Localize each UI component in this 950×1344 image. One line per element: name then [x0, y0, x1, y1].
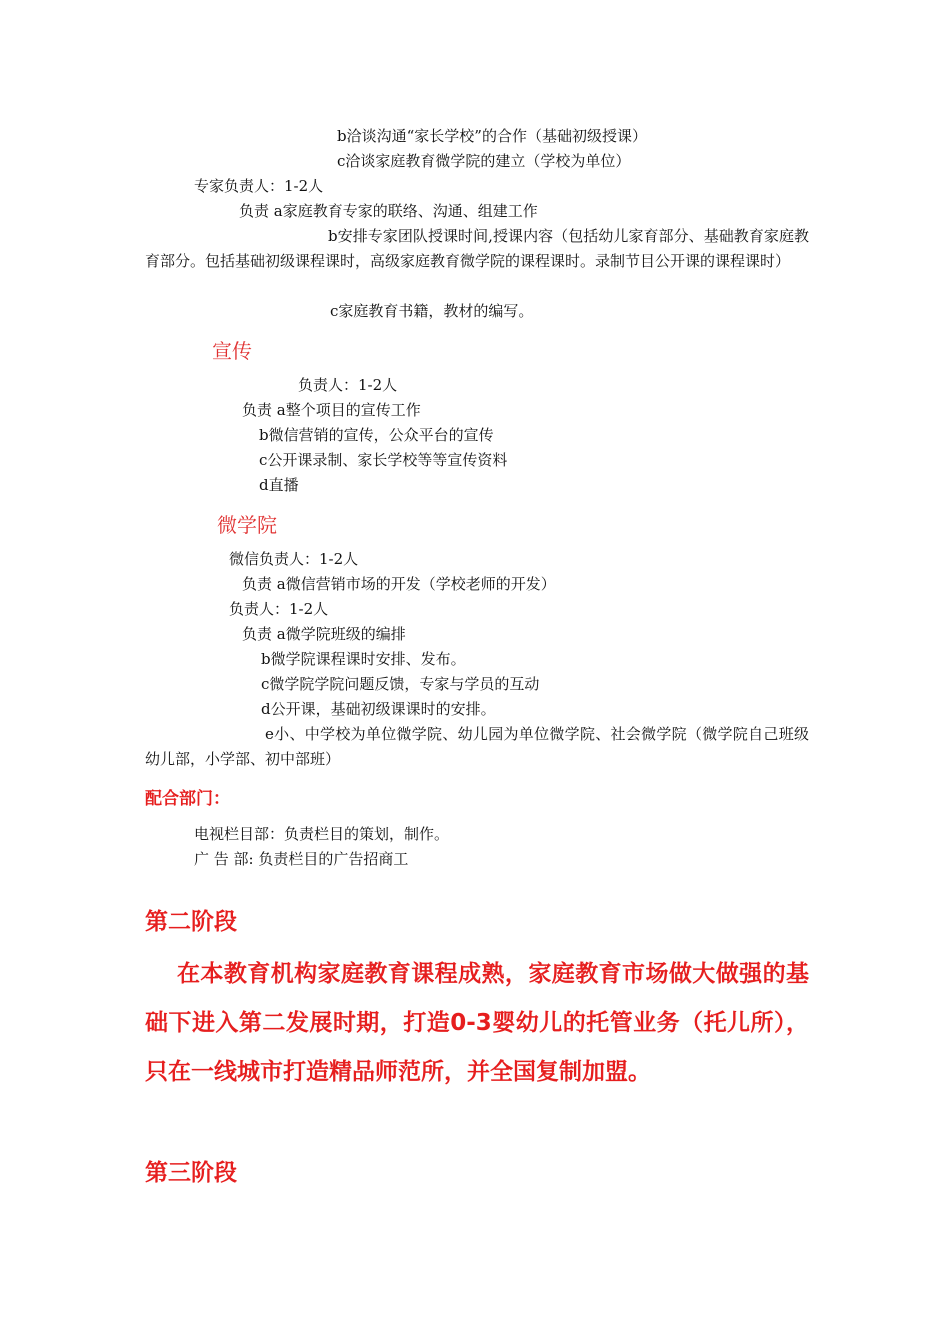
text-line: c微学院学院问题反馈，专家与学员的互动 [261, 675, 540, 693]
text-line: d直播 [259, 476, 299, 494]
text-line: b微信营销的宣传，公众平台的宣传 [259, 426, 494, 444]
text-line: c家庭教育书籍，教材的编写。 [330, 302, 534, 320]
text-line: 负责 a整个项目的宣传工作 [242, 401, 421, 419]
stage2-body: 在本教育机构家庭教育课程成熟，家庭教育市场做大做强的基础下进入第二发展时期，打造0-3婴幼儿的托管业务（托儿所），只在一线城市打造精品师范所，并全国复制加盟。 [145, 961, 809, 1085]
text-line: c公开课录制、家长学校等等宣传资料 [259, 451, 508, 469]
text-line: 电视栏目部：负责栏目的策划，制作。 [194, 825, 450, 843]
text-line: c洽谈家庭教育微学院的建立（学校为单位） [337, 152, 631, 170]
text-line: b微学院课程课时安排、发布。 [261, 650, 466, 668]
section-heading-stage2: 第二阶段 [145, 909, 237, 935]
text-line: 专家负责人：1-2人 [194, 177, 324, 195]
text-line: b洽谈沟通“家长学校”的合作（基础初级授课） [337, 127, 647, 145]
section-heading-stage3: 第三阶段 [145, 1160, 237, 1186]
text-line: 负责 a微信营销市场的开发（学校老师的开发） [242, 575, 556, 593]
text-line: 负责 a微学院班级的编排 [242, 625, 406, 643]
text-line: 微信负责人：1-2人 [229, 550, 359, 568]
text-line: 负责 a家庭教育专家的联络、沟通、组建工作 [239, 202, 538, 220]
section-heading-academy: 微学院 [217, 513, 277, 537]
text-line: 负责人：1-2人 [229, 600, 329, 618]
text-paragraph: e小、中学校为单位微学院、幼儿园为单位微学院、社会微学院（微学院自己班级幼儿部，小学部、初中部班） [145, 725, 809, 768]
text-line: d公开课，基础初级课课时的安排。 [261, 700, 496, 718]
section-heading-coop: 配合部门： [145, 789, 230, 809]
text-paragraph: b安排专家团队授课时间,授课内容（包括幼儿家育部分、基础教育家庭教育部分。包括基础初级课程课时，高级家庭教育微学院的课程课时。录制节目公开课的课程课时） [145, 227, 809, 270]
text-line: 负责人：1-2人 [298, 376, 398, 394]
text-line: 广 告 部: 负责栏目的广告招商工 [194, 850, 409, 868]
section-heading-publicity: 宣传 [212, 339, 252, 363]
